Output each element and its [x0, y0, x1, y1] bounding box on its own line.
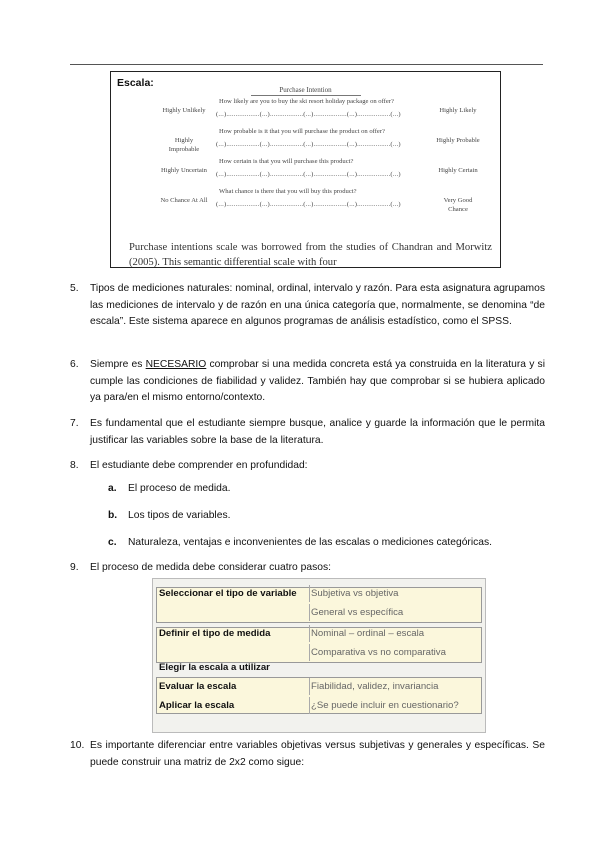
item-text: El proceso de medida debe considerar cuatro pasos:	[90, 562, 331, 573]
item-text: Tipos de mediciones naturales: nominal, ordinal, intervalo y razón. Para esta asignatura agrupamos las mediciones de intervalo y de razón en una única categoría que, normalmente, se denomina “de escala”. Este sistema aparece en algunos programas de análisis estadístico, como el SPSS.	[90, 283, 545, 327]
scale-row	[111, 98, 500, 128]
step-detail: Nominal – ordinal – escala	[311, 628, 425, 639]
step-label: Evaluar la escala	[159, 681, 237, 692]
scale-points: (...)..................(...)..................(...)..................(...)..................(...)	[216, 141, 401, 148]
step-detail: ¿Se puede incluir en cuestionario?	[311, 700, 459, 711]
item-number: 8.	[70, 460, 79, 471]
scale-points: (...)..................(...)..................(...)..................(...)..................(...)	[216, 111, 401, 118]
table-row	[159, 604, 479, 621]
table-row	[159, 697, 479, 714]
scale-left-anchor: No Chance At All	[160, 197, 208, 204]
scale-row	[111, 188, 500, 218]
sub-item-text: El proceso de medida.	[128, 483, 231, 494]
item-number: 6.	[70, 359, 79, 370]
item-text: Es fundamental que el estudiante siempre busque, analice y guarde la información que le permita justificar las variables sobre la base de la literatura.	[90, 418, 545, 446]
scale-left-anchor: Highly Uncertain	[161, 167, 207, 174]
scale-question: What chance is there that you will buy this product?	[219, 188, 357, 195]
sub-item-a	[108, 483, 230, 494]
table-row	[159, 625, 479, 642]
list-item-8	[70, 458, 545, 475]
scale-question: How certain is that you will purchase this product?	[219, 158, 354, 165]
figure-caption: Purchase intentions scale was borrowed from the studies of Chandran and Morwitz (2005). This semantic differential scale with four	[129, 242, 492, 268]
scale-figure	[110, 71, 501, 268]
sub-item-text: Los tipos de variables.	[128, 510, 231, 521]
step-detail: Fiabilidad, validez, invariancia	[311, 681, 439, 692]
step-label: Definir el tipo de medida	[159, 628, 271, 639]
measurement-steps-table	[152, 578, 486, 733]
sub-item-text: Naturaleza, ventajas e inconvenientes de las escalas o mediciones categóricas.	[128, 537, 493, 548]
scale-row	[111, 158, 500, 188]
scale-right-anchor: Very Good Chance	[443, 197, 473, 213]
scale-question: How probable is it that you will purchase the product on offer?	[219, 128, 385, 135]
step-detail: Comparativa vs no comparativa	[311, 647, 446, 658]
item-number: 5.	[70, 283, 79, 294]
figure-title: Purchase Intention	[111, 86, 500, 96]
sub-item-b	[108, 510, 230, 521]
scale-left-anchor: Highly Improbable	[168, 137, 200, 153]
step-label: Elegir la escala a utilizar	[159, 662, 270, 673]
item-number: 9.	[70, 562, 79, 573]
scale-points: (...)..................(...)..................(...)..................(...)..................(...)	[216, 201, 401, 208]
scale-row	[111, 128, 500, 158]
scale-right-anchor: Highly Certain	[438, 167, 478, 174]
item-text: Es importante diferenciar entre variables objetivas versus subjetivas y generales y específicas. Se puede construir una matriz de 2x2 como sigue:	[90, 740, 545, 768]
header-rule	[70, 64, 543, 65]
divider	[309, 604, 310, 621]
list-item-7	[70, 416, 545, 449]
table-row	[159, 659, 479, 676]
item-text-post: comprobar si una medida concreta está ya construida en la literatura y si cumple las condiciones de fiabilidad y validez. También hay que comprobar si se hubiera aplicado ya para/en el mismo entorno/contexto.	[90, 359, 545, 403]
scale-question: How likely are you to buy the ski resort holiday package on offer?	[219, 98, 394, 105]
list-item-5	[70, 281, 545, 331]
list-item-6	[70, 357, 545, 407]
table-row	[159, 585, 479, 602]
scale-right-anchor: Highly Likely	[439, 107, 477, 114]
step-label: Seleccionar el tipo de variable	[159, 588, 297, 599]
divider	[309, 585, 310, 602]
step-detail: General vs específica	[311, 607, 404, 618]
sub-item-letter: a.	[108, 483, 117, 494]
item-text	[90, 357, 545, 407]
sub-item-c	[108, 537, 492, 548]
table-row	[159, 678, 479, 695]
item-number: 10.	[70, 740, 85, 751]
divider	[309, 625, 310, 642]
item-text: El estudiante debe comprender en profundidad:	[90, 460, 308, 471]
scale-left-anchor: Highly Unlikely	[162, 107, 206, 114]
step-label: Aplicar la escala	[159, 700, 235, 711]
item-number: 7.	[70, 418, 79, 429]
list-item-9	[70, 560, 545, 577]
divider	[309, 697, 310, 714]
scale-points: (...)..................(...)..................(...)..................(...)..................(...)	[216, 171, 401, 178]
sub-item-letter: b.	[108, 510, 118, 521]
item-emphasis: NECESARIO	[145, 359, 207, 370]
figure-label: Escala:	[117, 77, 154, 89]
item-text-pre: Siempre es	[90, 359, 146, 370]
list-item-10	[70, 738, 545, 771]
sub-item-letter: c.	[108, 537, 117, 548]
scale-right-anchor: Highly Probable	[436, 137, 480, 144]
step-detail: Subjetiva vs objetiva	[311, 588, 399, 599]
divider	[309, 678, 310, 695]
